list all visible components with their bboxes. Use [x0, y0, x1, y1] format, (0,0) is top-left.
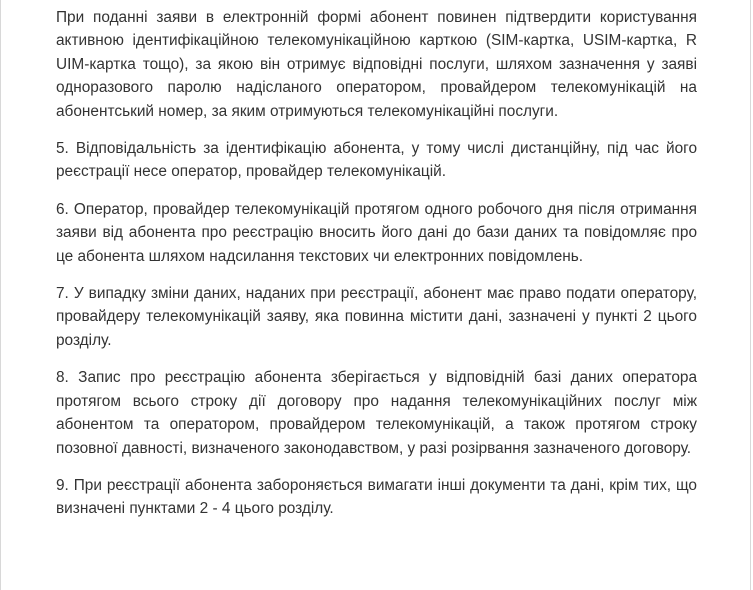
paragraph-8: 8. Запис про реєстрацію абонента зберігається у відповідній базі даних оператора протягом всього строку дії договору про надання телекомунікаційних послуг між абонентом та оператором, провайдером телекомунікацій, а також протягом строку позовної давності, визначеного законодавством, у разі розірвання зазначеного договору.	[56, 369, 697, 457]
paragraph-6: 6. Оператор, провайдер телекомунікацій протягом одного робочого дня після отримання заяви від абонента про реєстрацію вносить його дані до бази даних та повідомляє про це абонента шляхом надсилання текстових чи електронних повідомлень.	[56, 200, 697, 265]
document-body	[56, 6, 697, 535]
paragraph-7: 7. У випадку зміни даних, наданих при реєстрації, абонент має право подати оператору, провайдеру телекомунікацій заяву, яка повинна містити дані, зазначені у пункті 2 цього розділу.	[56, 285, 697, 349]
paragraph-9: 9. При реєстрації абонента забороняється вимагати інші документи та дані, крім тих, що визначені пунктами 2 - 4 цього розділу.	[56, 476, 697, 518]
paragraph-5: 5. Відповідальність за ідентифікацію абонента, у тому числі дистанційну, під час його реєстрації несе оператор, провайдер телекомунікацій.	[56, 140, 697, 181]
paragraph-electronic-application: При поданні заяви в електронній формі абонент повинен підтвердити користування активною ідентифікаційною телекомунікаційною карткою (SIM-картка, USIM-картка, R UIM-картка тощо), за якою він отримує відповідні послуги, шляхом зазначення у заяві одноразового паролю надісланого оператором, провайдером телекомунікацій на абонентський номер, за яким отримуються телекомунікаційні послуги.	[56, 9, 697, 120]
